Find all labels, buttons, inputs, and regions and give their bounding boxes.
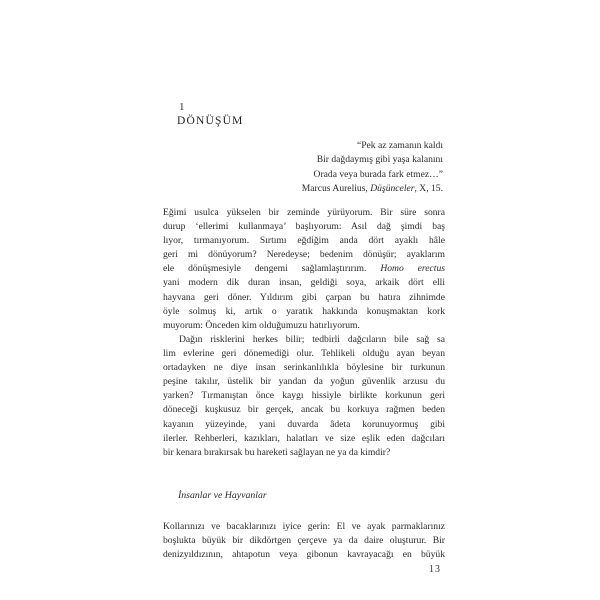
text-line: Kollarınızı ve bacaklarınızı iyice gerin: El ve ayak parmaklarınız: [163, 521, 445, 532]
text-line: durup ‘ellerimi kullanmaya’ başlıyorum: Asıl dağ şimdi baş: [163, 221, 445, 233]
epigraph-work-title: Düşünceler: [370, 182, 415, 194]
text-line: yarken? Tırmanıştan önce kaygı hissiyle birlikte korkunun geri: [163, 390, 445, 402]
text-line: [163, 262, 445, 276]
section-heading: İnsanlar ve Hayvanlar: [178, 490, 267, 501]
chapter-title: DÖNÜŞÜM: [177, 115, 244, 127]
text-line: hayvana geri döner. Yıldırım gibi çarpan bu hatıra zihnimde: [163, 291, 445, 303]
text-line: geri mi dönüyorum? Neredeyse; bedenim dönüşür; ayaklarım: [163, 249, 445, 261]
emphasized-term: Homo erectus: [380, 263, 446, 275]
epigraph-line: Bir dağdaymış gibi yaşa kalanını: [316, 154, 443, 166]
text-line: kayanın yüzeyinde, yani duvarda âdeta korunuyormuş gibi: [163, 418, 445, 430]
text-line: peşine takılır, üstelik bir yandan da yoğun güvenlik arzusu du: [163, 376, 445, 388]
body-paragraph: [163, 333, 445, 460]
body-paragraph: [163, 206, 445, 333]
text-line: Dağın risklerini herkes bilir; tedbirli dağcıların bile sağ sa: [179, 334, 445, 345]
text-line: Eğimi usulca yükselen bir zeminde yürüyorum. Bir süre sonra: [163, 207, 445, 218]
text-line: denizyıldızının, ahtapotun veya gibonun kavrayacağı en büyük: [163, 549, 445, 561]
page-number: 13: [429, 564, 441, 575]
epigraph-reference: , X, 15.: [414, 182, 443, 194]
body-paragraph: [163, 520, 445, 562]
text-line: döneceği kuşkusuz bir gerçek, ancak bu korkuya rağmen beden: [163, 404, 445, 416]
text-line: bir kenara bırakırsak bu hareketi sağlayan ne ya da kimdir?: [163, 446, 391, 458]
epigraph-line: Orada veya burada fark etmez…”: [313, 168, 443, 180]
text-line: öyle solmuş ki, artık o yaratık hakkında konuşmaktan kork: [163, 305, 445, 317]
text-line: ilerler. Rehberleri, kazıkları, halatları ve size eşlik eden dağcıları: [163, 432, 445, 444]
text-segment: ele dönüşmesiyle dengemi sağlamlaştırırım.: [163, 263, 367, 275]
text-line: boşlukta büyük bir dikdörtgen çerçeve ya da daire oluşturur. Bir: [163, 535, 445, 547]
epigraph-line: “Pek az zamanın kaldı: [356, 140, 443, 151]
chapter-number: 1: [179, 101, 185, 113]
text-line: yani modern dik duran insan, geldiği soya, arkaik dört elli: [163, 277, 445, 289]
epigraph-attribution: [302, 182, 443, 196]
text-line: ortadayken ne diye insan serinkanlılıkla böylesine bir turkunun: [163, 362, 445, 374]
epigraph: [302, 139, 443, 196]
text-line: lim evlerine geri dönemediği olur. Tehlikeli olduğu ayan beyan: [163, 348, 445, 360]
epigraph-author: Marcus Aurelius,: [301, 182, 368, 194]
text-line: muyorum: Önceden kim olduğumuzu hatırlıyorum.: [163, 319, 360, 331]
text-line: lıyor, tırmanıyorum. Sırtımı eğdiğim anda dört ayaklı hâle: [163, 235, 445, 247]
